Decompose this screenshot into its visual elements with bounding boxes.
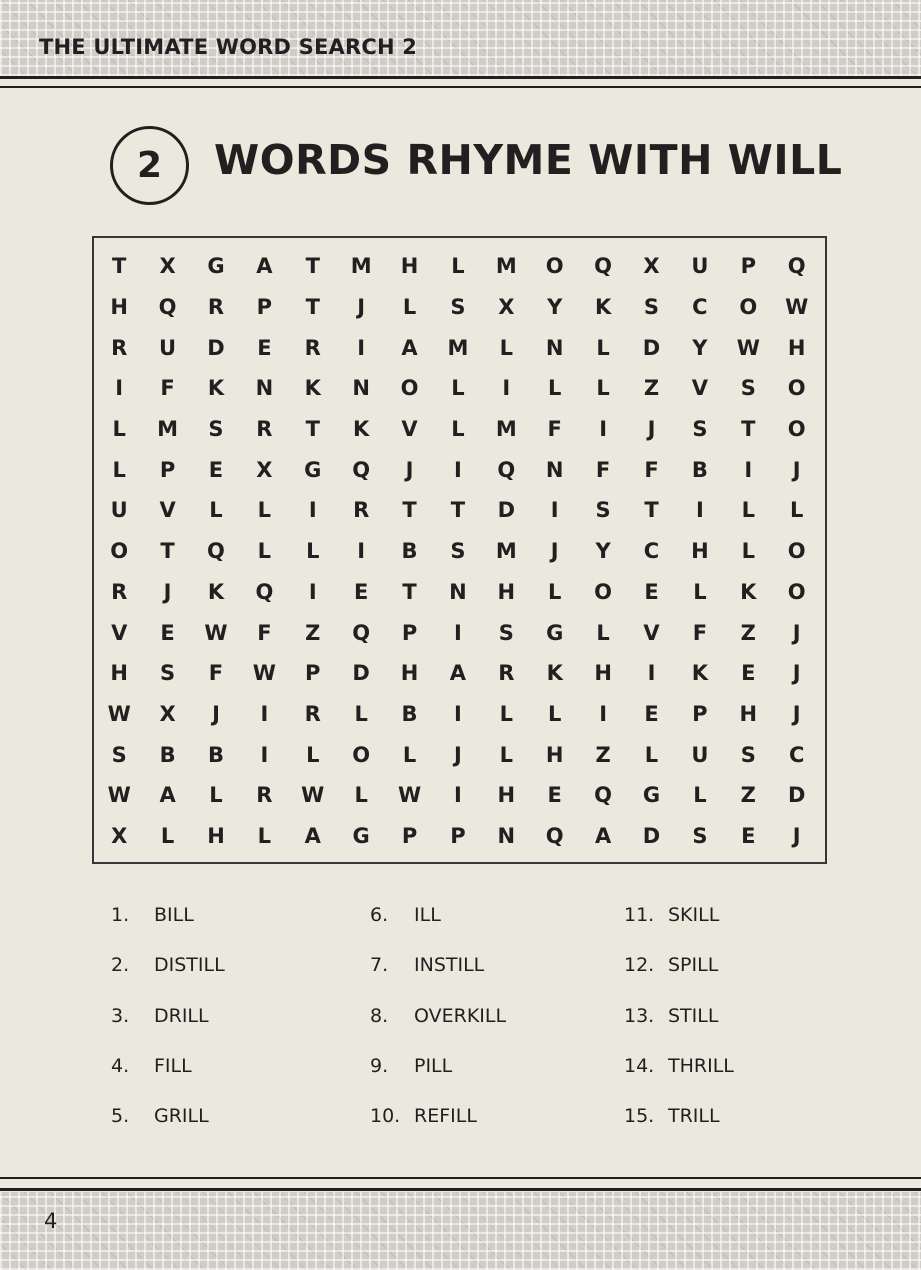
grid-letter: R xyxy=(111,579,128,604)
grid-letter: F xyxy=(692,620,708,645)
grid-letter: E xyxy=(741,823,756,848)
grid-letter: A xyxy=(449,661,467,686)
grid-letter: I xyxy=(454,783,462,808)
word-list-item xyxy=(624,1099,824,1149)
grid-letter: B xyxy=(207,742,224,767)
grid-letter: S xyxy=(595,498,611,523)
grid-letter: X xyxy=(643,254,660,279)
grid-letter: Y xyxy=(547,295,563,320)
word-number: 10. xyxy=(370,1105,401,1127)
grid-letter: H xyxy=(787,335,806,360)
footer-rule xyxy=(0,1188,921,1191)
grid-letter: L xyxy=(112,457,126,482)
grid-letter: F xyxy=(208,661,224,686)
word-list-item xyxy=(111,999,331,1049)
grid-letter: O xyxy=(400,376,419,401)
grid-letter: X xyxy=(159,701,176,726)
grid-letter: B xyxy=(401,539,418,564)
grid-letter: L xyxy=(257,823,272,848)
grid-letter: K xyxy=(304,376,321,401)
grid-letter: D xyxy=(787,783,806,808)
word-number: 7. xyxy=(370,954,389,977)
word-list-item xyxy=(111,898,331,948)
grid-letter: L xyxy=(354,783,368,808)
grid-letter: R xyxy=(304,701,321,726)
grid-letter: L xyxy=(499,701,514,726)
grid-letter: I xyxy=(454,620,462,645)
grid-letter: L xyxy=(499,742,514,767)
grid-letter: L xyxy=(306,742,320,767)
grid-letter: M xyxy=(495,539,517,564)
grid-letter: U xyxy=(691,742,709,767)
grid-letter: I xyxy=(308,579,317,604)
grid-letter: H xyxy=(110,661,128,686)
grid-letter: J xyxy=(792,620,801,645)
grid-letter: L xyxy=(209,498,223,523)
grid-letter: K xyxy=(594,295,612,320)
grid-letter: J xyxy=(792,661,801,686)
grid-letter: E xyxy=(353,579,369,604)
grid-letter: L xyxy=(451,417,465,442)
grid-letter: I xyxy=(599,701,608,726)
grid-letter: K xyxy=(353,417,370,442)
grid-letter: S xyxy=(450,539,466,564)
grid-letter: L xyxy=(402,742,417,767)
grid-letter: K xyxy=(546,661,563,686)
grid-letter: L xyxy=(596,335,610,360)
grid-letter: I xyxy=(115,376,124,401)
grid-letter: G xyxy=(546,620,564,645)
grid-letter: L xyxy=(596,376,610,401)
word-text: REFILL xyxy=(414,1105,477,1127)
grid-letter: W xyxy=(107,701,131,726)
grid-letter: X xyxy=(111,823,128,848)
grid-letter: R xyxy=(353,498,370,523)
word-list-item xyxy=(111,948,331,998)
grid-letter: J xyxy=(163,579,172,604)
grid-letter: P xyxy=(692,701,708,726)
grid-letter: L xyxy=(257,498,272,523)
grid-letter: M xyxy=(350,254,372,279)
grid-letter: Z xyxy=(643,376,660,401)
grid-letter: O xyxy=(594,579,613,604)
footer-pattern-band xyxy=(0,1192,921,1270)
header-rule-thin xyxy=(0,86,921,88)
grid-letter: I xyxy=(695,498,704,523)
word-number: 9. xyxy=(370,1054,389,1077)
word-number: 13. xyxy=(624,1004,655,1027)
word-list-item xyxy=(370,948,600,998)
grid-letter: K xyxy=(691,661,709,686)
grid-letter: A xyxy=(594,823,612,848)
grid-letter: N xyxy=(449,579,467,604)
grid-letter: R xyxy=(256,417,273,442)
word-list-column-2 xyxy=(370,898,600,1149)
grid-letter: T xyxy=(644,498,659,523)
grid-letter: W xyxy=(252,661,276,686)
grid-letter: G xyxy=(207,254,225,279)
grid-letter: H xyxy=(691,539,709,564)
grid-letter: L xyxy=(596,620,610,645)
grid-letter: N xyxy=(545,335,564,360)
grid-letter: K xyxy=(740,579,757,604)
grid-letter: Z xyxy=(305,620,321,645)
grid-letter: H xyxy=(739,701,758,726)
grid-letter: S xyxy=(740,742,756,767)
grid-letter: O xyxy=(787,539,806,564)
word-text: THRILL xyxy=(668,1054,734,1077)
grid-letter: H xyxy=(400,661,419,686)
grid-letter: I xyxy=(647,661,656,686)
grid-letter: Q xyxy=(545,823,564,848)
grid-letter: L xyxy=(451,254,465,279)
grid-letter: I xyxy=(744,457,753,482)
grid-letter: J xyxy=(212,701,220,726)
grid-letter: A xyxy=(304,823,321,848)
grid-letter: T xyxy=(112,254,127,279)
grid-letter: L xyxy=(499,335,514,360)
grid-letter: J xyxy=(454,742,462,767)
word-list-item xyxy=(370,999,600,1049)
word-number: 14. xyxy=(624,1054,655,1077)
grid-letter: W xyxy=(785,295,809,320)
grid-letter: H xyxy=(497,579,516,604)
grid-letter: W xyxy=(204,620,228,645)
grid-letter: L xyxy=(354,701,368,726)
grid-letter: G xyxy=(352,823,370,848)
grid-letter: M xyxy=(157,417,179,442)
grid-letter: R xyxy=(304,335,321,360)
grid-letter: S xyxy=(740,376,756,401)
grid-letter: H xyxy=(594,661,612,686)
grid-letter: S xyxy=(692,417,708,442)
word-list-item xyxy=(111,1049,331,1099)
word-text: OVERKILL xyxy=(414,1004,507,1027)
grid-letter: E xyxy=(644,579,659,604)
grid-letter: L xyxy=(209,783,223,808)
grid-letter: L xyxy=(693,783,707,808)
grid-letter: P xyxy=(740,254,756,279)
grid-letter: R xyxy=(207,295,225,320)
puzzle-number-badge xyxy=(110,126,189,205)
word-number: 8. xyxy=(370,1004,389,1027)
grid-letter: O xyxy=(110,539,129,564)
grid-letter: L xyxy=(741,498,755,523)
grid-letter: O xyxy=(787,579,806,604)
grid-letter: K xyxy=(207,376,225,401)
grid-letter: O xyxy=(787,417,806,442)
grid-letter: I xyxy=(260,742,269,767)
word-text: ILL xyxy=(414,904,441,926)
grid-letter: Q xyxy=(158,295,177,320)
grid-letter: I xyxy=(454,457,462,482)
grid-letter: E xyxy=(644,701,659,726)
grid-letter: L xyxy=(451,376,465,401)
grid-letter: D xyxy=(642,823,661,848)
grid-letter: L xyxy=(548,579,562,604)
grid-letter: E xyxy=(741,661,756,686)
grid-letter: U xyxy=(110,498,128,523)
word-list-item xyxy=(624,948,824,998)
word-number: 6. xyxy=(370,904,389,926)
grid-letter: P xyxy=(401,620,418,645)
grid-letter: F xyxy=(547,417,562,442)
grid-letter: Q xyxy=(207,539,225,564)
grid-letter: T xyxy=(305,254,320,279)
grid-letter: G xyxy=(642,783,661,808)
grid-letter: C xyxy=(788,742,805,767)
word-number: 12. xyxy=(624,954,655,977)
grid-letter: S xyxy=(450,295,466,320)
word-text: PILL xyxy=(414,1054,453,1077)
grid-letter: H xyxy=(207,823,225,848)
grid-letter: X xyxy=(498,295,515,320)
grid-letter: F xyxy=(257,620,272,645)
grid-letter: N xyxy=(497,823,516,848)
grid-letter: T xyxy=(160,539,175,564)
grid-letter: P xyxy=(401,823,418,848)
grid-letter: L xyxy=(160,823,175,848)
grid-letter: W xyxy=(736,335,760,360)
grid-letter: X xyxy=(256,457,273,482)
word-number: 15. xyxy=(624,1105,655,1127)
grid-letter: T xyxy=(741,417,756,442)
grid-letter: T xyxy=(450,498,466,523)
grid-letter: L xyxy=(789,498,804,523)
grid-letter: Z xyxy=(740,783,756,808)
grid-letter: P xyxy=(256,295,273,320)
word-text: SKILL xyxy=(668,904,720,926)
grid-letter: L xyxy=(693,579,707,604)
word-text: STILL xyxy=(668,1004,719,1027)
grid-letter: Z xyxy=(740,620,756,645)
grid-letter: K xyxy=(207,579,225,604)
grid-letter: B xyxy=(401,701,418,726)
grid-letter: L xyxy=(402,295,417,320)
grid-letter: I xyxy=(308,498,317,523)
grid-letter: H xyxy=(545,742,564,767)
grid-letter: M xyxy=(495,417,517,442)
grid-letter: D xyxy=(207,335,225,360)
word-text: GRILL xyxy=(154,1105,209,1127)
word-number: 1. xyxy=(111,904,130,926)
word-text: DRILL xyxy=(154,1004,209,1027)
grid-letter: I xyxy=(260,701,269,726)
grid-letter: V xyxy=(691,376,709,401)
word-number: 4. xyxy=(111,1054,130,1077)
grid-letter: S xyxy=(160,661,176,686)
grid-letter: E xyxy=(257,335,272,360)
grid-letter: R xyxy=(111,335,128,360)
grid-letter: Q xyxy=(255,579,274,604)
grid-letter: Y xyxy=(692,335,708,360)
word-number: 3. xyxy=(111,1004,130,1027)
grid-letter: R xyxy=(498,661,515,686)
header-rule xyxy=(0,76,921,79)
grid-letter: H xyxy=(110,295,128,320)
grid-letter: L xyxy=(548,376,562,401)
grid-letter: H xyxy=(497,783,516,808)
grid-letter: Q xyxy=(594,783,613,808)
grid-letter: I xyxy=(502,376,511,401)
grid-letter: N xyxy=(255,376,274,401)
grid-letter: L xyxy=(644,742,659,767)
grid-letter: Q xyxy=(497,457,516,482)
grid-letter: J xyxy=(550,539,559,564)
word-text: FILL xyxy=(154,1054,192,1077)
grid-letter: S xyxy=(643,295,660,320)
word-list-item xyxy=(370,1099,600,1149)
grid-letter: M xyxy=(495,254,517,279)
grid-letter: D xyxy=(352,661,370,686)
grid-letter: J xyxy=(357,295,366,320)
puzzle-number: 2 xyxy=(136,145,163,186)
grid-letter: Z xyxy=(595,742,611,767)
word-number: 2. xyxy=(111,954,130,977)
grid-letter: H xyxy=(400,254,419,279)
word-list-item xyxy=(624,898,824,948)
grid-letter: T xyxy=(402,579,417,604)
word-text: BILL xyxy=(154,904,194,926)
grid-letter: S xyxy=(208,417,224,442)
grid-letter: W xyxy=(301,783,325,808)
grid-letter: I xyxy=(599,417,608,442)
grid-letter: J xyxy=(792,457,801,482)
grid-letter: S xyxy=(111,742,127,767)
grid-letter: U xyxy=(691,254,709,279)
grid-letter: C xyxy=(692,295,708,320)
grid-letter: W xyxy=(397,783,422,808)
word-text: TRILL xyxy=(668,1105,720,1127)
grid-letter: A xyxy=(256,254,273,279)
grid-letter: Y xyxy=(595,539,611,564)
grid-letter: T xyxy=(305,417,320,442)
grid-letter: E xyxy=(547,783,562,808)
word-list-column-1 xyxy=(111,898,331,1149)
page-number: 4 xyxy=(44,1209,58,1233)
grid-letter: L xyxy=(306,539,320,564)
grid-letter: U xyxy=(159,335,177,360)
puzzle-title: WORDS RHYME WITH WILL xyxy=(214,136,843,184)
grid-letter: I xyxy=(357,335,366,360)
grid-letter: W xyxy=(107,783,131,808)
grid-letter: F xyxy=(160,376,175,401)
grid-letter: L xyxy=(112,417,126,442)
grid-letter: I xyxy=(357,539,366,564)
grid-letter: T xyxy=(402,498,417,523)
grid-letter: O xyxy=(739,295,758,320)
word-list-item xyxy=(370,1049,600,1099)
grid-letter: Q xyxy=(787,254,806,279)
word-text: INSTILL xyxy=(414,954,485,977)
grid-letter: I xyxy=(454,701,462,726)
word-number: 5. xyxy=(111,1105,130,1127)
grid-letter: L xyxy=(741,539,755,564)
grid-letter: J xyxy=(792,701,801,726)
grid-letter: O xyxy=(545,254,564,279)
grid-letter: G xyxy=(304,457,322,482)
grid-letter: D xyxy=(497,498,516,523)
word-number: 11. xyxy=(624,904,655,926)
grid-letter: M xyxy=(447,335,469,360)
grid-letter: S xyxy=(498,620,514,645)
grid-letter: Q xyxy=(352,457,371,482)
word-list-item xyxy=(370,898,600,948)
grid-letter: F xyxy=(644,457,659,482)
word-text: SPILL xyxy=(668,954,719,977)
grid-letter: O xyxy=(787,376,806,401)
grid-letter: N xyxy=(352,376,370,401)
grid-letter: V xyxy=(111,620,128,645)
grid-letter: T xyxy=(305,295,320,320)
grid-letter: S xyxy=(692,823,708,848)
word-list-item xyxy=(624,999,824,1049)
grid-letter: B xyxy=(159,742,176,767)
grid-letter: L xyxy=(548,701,562,726)
grid-letter: V xyxy=(401,417,418,442)
grid-letter: I xyxy=(550,498,559,523)
grid-letter: J xyxy=(792,823,801,848)
footer-rule-thin xyxy=(0,1177,921,1179)
grid-letter: J xyxy=(405,457,414,482)
grid-letter: J xyxy=(647,417,656,442)
grid-letter: P xyxy=(305,661,321,686)
book-title: THE ULTIMATE WORD SEARCH 2 xyxy=(39,35,418,59)
grid-letter: B xyxy=(691,457,708,482)
word-list-item xyxy=(624,1049,824,1099)
word-text: DISTILL xyxy=(154,954,225,977)
grid-letter: E xyxy=(160,620,175,645)
grid-letter: Q xyxy=(352,620,371,645)
grid-letter: F xyxy=(595,457,611,482)
grid-letter: V xyxy=(643,620,660,645)
grid-letter: E xyxy=(208,457,224,482)
word-list-column-3 xyxy=(624,898,824,1149)
grid-letter: R xyxy=(256,783,273,808)
grid-letter: C xyxy=(643,539,660,564)
grid-letter: L xyxy=(257,539,272,564)
grid-letter: A xyxy=(401,335,418,360)
grid-letter: Q xyxy=(594,254,613,279)
grid-letter: A xyxy=(159,783,176,808)
grid-letter: N xyxy=(545,457,564,482)
grid-letter: V xyxy=(159,498,176,523)
grid-letter: O xyxy=(352,742,371,767)
grid-letter: P xyxy=(450,823,466,848)
grid-letter: P xyxy=(159,457,176,482)
word-search-grid xyxy=(95,246,821,856)
grid-letter: X xyxy=(159,254,176,279)
grid-letter: D xyxy=(642,335,661,360)
word-list-item xyxy=(111,1099,331,1149)
